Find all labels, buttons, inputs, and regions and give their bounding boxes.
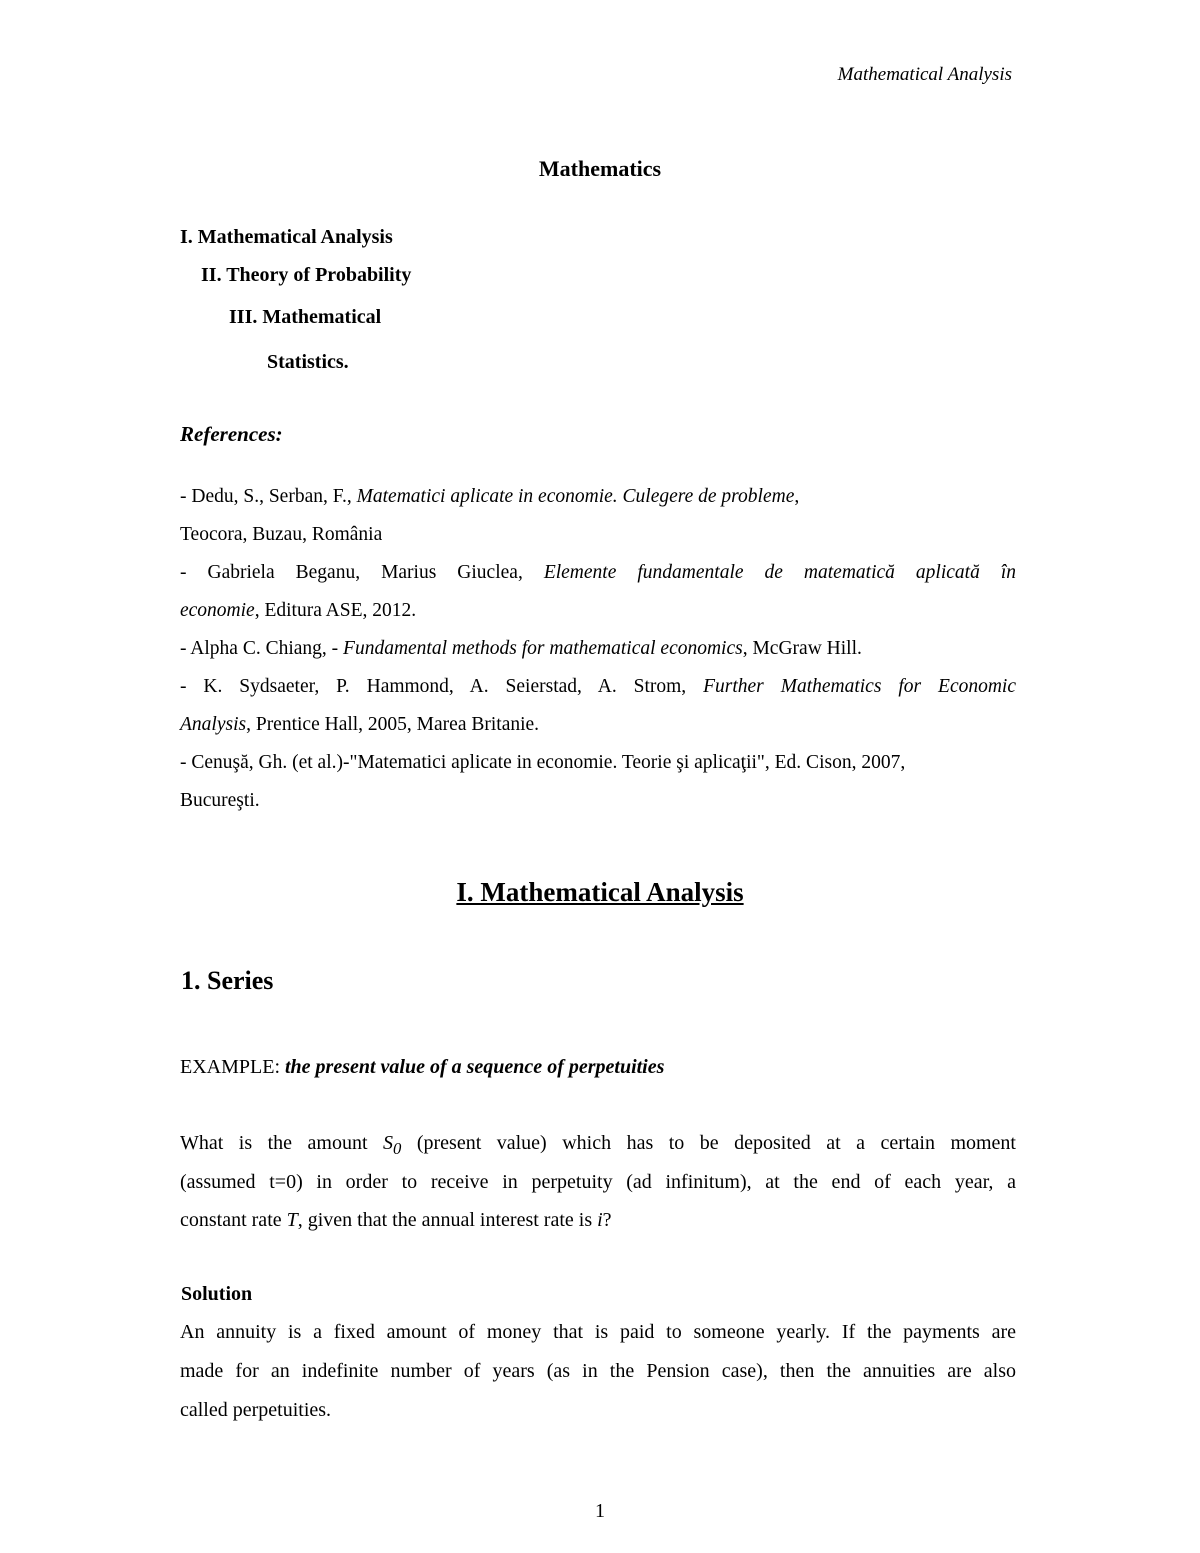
question-text-3b: , given that the annual interest rate is — [297, 1209, 598, 1231]
reference-2 — [180, 562, 1016, 584]
question-line-2: (assumed t=0) in order to receive in perpetuity (ad infinitum), at the end of each year, a — [180, 1171, 1016, 1193]
reference-2-publisher: , Editura ASE, 2012. — [254, 600, 417, 621]
reference-1-title: Matematici aplicate in economie. Culegere de probleme — [356, 486, 795, 507]
reference-4 — [180, 676, 1016, 698]
question-text-cont: (present value) which has to be deposited at a certain moment — [401, 1132, 1016, 1154]
variable-i: i — [597, 1209, 603, 1231]
outline-item-2: II. Theory of Probability — [201, 264, 412, 286]
reference-2-authors: - Gabriela Beganu, Marius Giuclea, — [180, 562, 544, 583]
variable-s-subscript: 0 — [393, 1139, 402, 1158]
running-header: Mathematical Analysis — [837, 64, 1012, 85]
reference-2-continued — [180, 600, 416, 622]
subsection-title: 1. Series — [181, 966, 274, 995]
references-heading: References: — [180, 422, 283, 446]
reference-4-authors: - K. Sydsaeter, P. Hammond, A. Seierstad, A. Strom, — [180, 676, 704, 697]
question-line-1 — [180, 1132, 1016, 1159]
reference-3-publisher: , McGraw Hill. — [742, 638, 862, 659]
solution-line-1: An annuity is a fixed amount of money that is paid to someone yearly. If the payments are — [180, 1321, 1016, 1343]
example-label: EXAMPLE: — [180, 1056, 285, 1078]
reference-1 — [180, 486, 799, 508]
variable-s — [383, 1132, 402, 1158]
question-mark: ? — [602, 1209, 612, 1231]
variable-s-symbol: S — [383, 1132, 394, 1154]
question-text-3a: constant rate — [180, 1209, 287, 1231]
reference-3-title: Fundamental methods for mathematical economics — [343, 638, 743, 659]
reference-1-publisher: Teocora, Buzau, România — [180, 524, 383, 545]
example-title: the present value of a sequence of perpetuities — [285, 1056, 665, 1078]
reference-4-continued — [180, 714, 539, 736]
reference-3-authors: - Alpha C. Chiang, - — [180, 638, 344, 659]
variable-t: T — [286, 1209, 298, 1231]
reference-4-publisher: , Prentice Hall, 2005, Marea Britanie. — [246, 714, 540, 735]
reference-3 — [180, 638, 862, 660]
question-text: What is the amount — [180, 1132, 384, 1154]
document-title: Mathematics — [538, 156, 662, 181]
outline-item-1: I. Mathematical Analysis — [180, 226, 393, 248]
question-line-3 — [180, 1209, 612, 1232]
reference-5: - Cenuşă, Gh. (et al.)-"Matematici aplicate in economie. Teorie şi aplicaţii", Ed. Cison, 2007, — [180, 752, 906, 773]
reference-1-suffix: , — [794, 486, 800, 507]
example-line — [180, 1056, 664, 1079]
reference-2-title: Elemente fundamentale de matematică aplicată în — [543, 562, 1016, 583]
page-number: 1 — [595, 1500, 605, 1522]
outline-item-3-continued: Statistics. — [267, 351, 349, 373]
outline-item-3: III. Mathematical — [229, 306, 382, 328]
reference-2-title-end: economie — [180, 600, 255, 621]
solution-line-2: made for an indefinite number of years (as in the Pension case), then the annuities are also — [180, 1360, 1016, 1382]
solution-heading: Solution — [181, 1283, 253, 1305]
section-title: I. Mathematical Analysis — [456, 877, 744, 907]
reference-5-continued: Bucureşti. — [180, 790, 260, 811]
solution-line-3: called perpetuities. — [180, 1399, 332, 1421]
reference-1-authors: - Dedu, S., Serban, F., — [180, 486, 357, 507]
reference-4-title-end: Analysis — [180, 714, 247, 735]
reference-4-title: Further Mathematics for Economic — [703, 676, 1016, 697]
